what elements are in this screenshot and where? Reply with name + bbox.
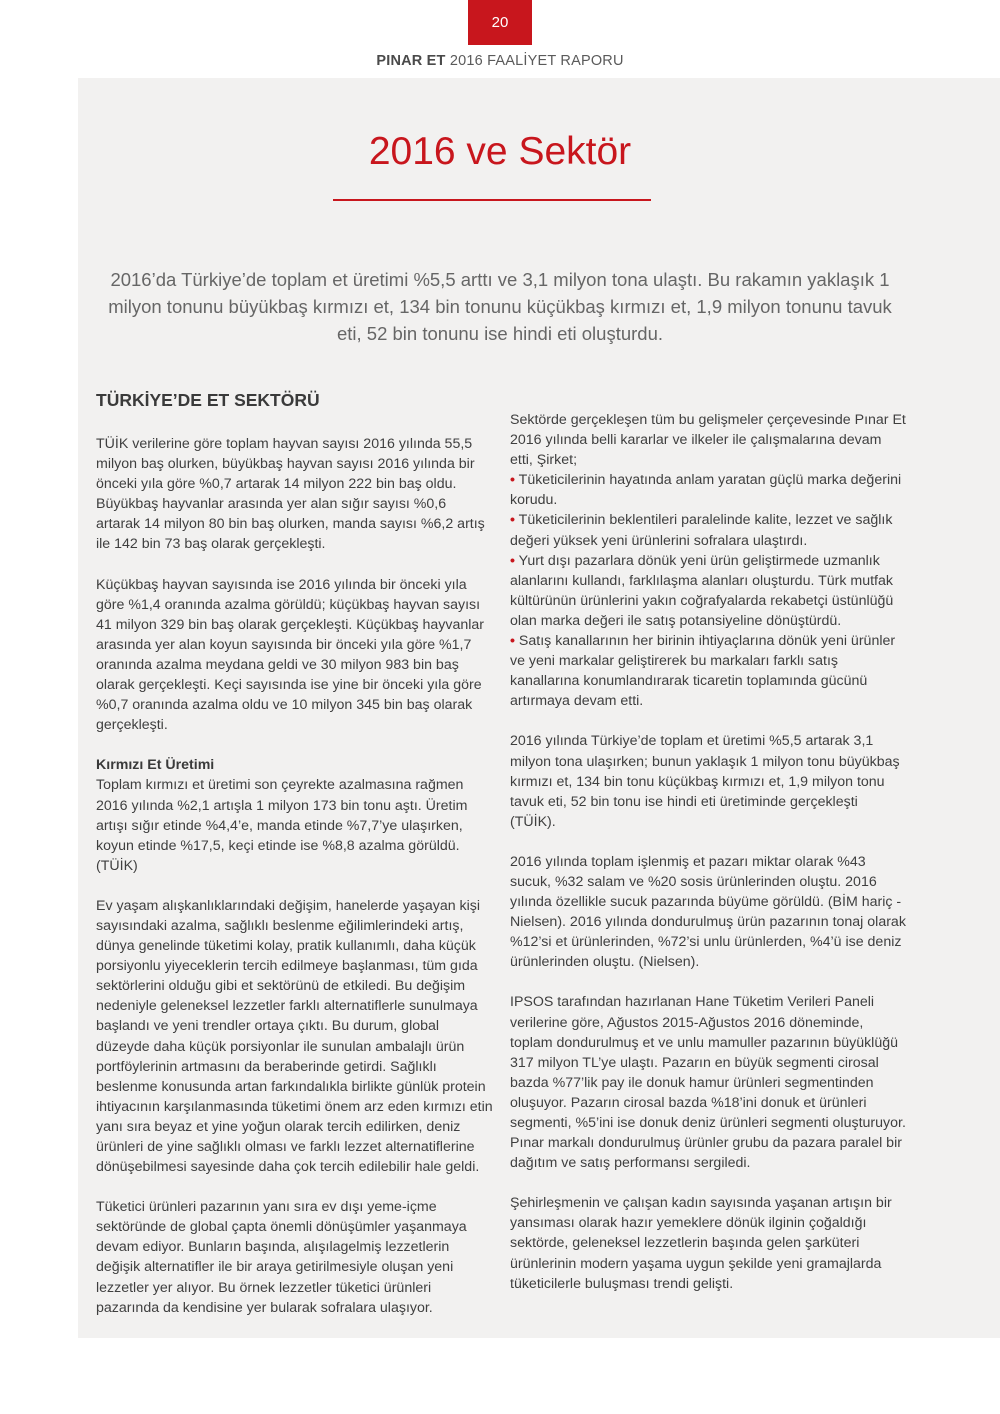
list-item-text: Tüketicilerinin hayatında anlam yaratan güçlü marka değerini korudu. (510, 472, 902, 509)
list-item-text: Satış kanallarının her birinin ihtiyaçlarına dönük yeni ürünler ve yeni markalar geliştirerek bu markaları farklı satış kanallarına konumlandırarak ticaretin toplamında gücünü artırmaya devam etti. (510, 633, 896, 710)
bullet-icon: • (510, 512, 515, 529)
list-item-text: Yurt dışı pazarlara dönük yeni ürün geliştirmede uzmanlık alanlarını kullandı, farklılaşma alanları oluşturdu. Türk mutfak kültürünün ürünlerini yakın coğrafyalarda rekabetçi üstünlüğü olan marka değeri ile satış potansiyeline dönüştürdü. (510, 552, 894, 629)
page-title: 2016 ve Sektör (368, 130, 632, 173)
list-item (510, 470, 906, 510)
list-item (510, 510, 906, 550)
right-intro: Sektörde gerçekleşen tüm bu gelişmeler çerçevesinde Pınar Et 2016 yılında belli kararlar ve ilkeler ile çalışmalarına devam etti, Şirket; (510, 412, 906, 469)
running-header (0, 53, 1000, 69)
lead-paragraph: 2016’da Türkiye’de toplam et üretimi %5,5 arttı ve 3,1 milyon tona ulaştı. Bu rakamın yaklaşık 1 milyon tonunu büyükbaş kırmızı et, 134 bin tonunu küçükbaş kırmızı et, 1,9 milyon tonunu tavuk eti, 52 bin tonunu ise hindi eti oluşturdu. (108, 269, 892, 344)
right-paragraph-2: 2016 yılında toplam işlenmiş et pazarı miktar olarak %43 sucuk, %32 salam ve %20 sosis ürünlerinden oluştu. 2016 yılında özellikle sucuk pazarında büyüme görüldü. (BİM hariç - Nielsen). 2016 yılında dondurulmuş ürün pazarının tonaj olarak %12’si et ürünlerinden, %72’si unlu ürünlerden, %4’ü ise deniz ürünlerinden oluştu. (Nielsen). (510, 853, 906, 971)
page-number: 20 (491, 14, 509, 31)
left-paragraph-1: TÜİK verilerine göre toplam hayvan sayısı 2016 yılında 55,5 milyon baş olurken, büyükbaş hayvan sayısı 2016 yılında bir önceki yıla göre %0,7 artarak 14 milyon 222 bin baş oldu. Büyükbaş hayvanlar arasında yer alan sığır sayısı %0,6 artarak 14 milyon 80 bin baş olurken, manda sayısı %6,2 artış ile 142 bin 73 baş olarak gerçekleşti. (96, 436, 485, 553)
header-brand: PINAR ET (376, 53, 446, 69)
page-number-tab (468, 0, 532, 45)
header-subtitle: 2016 FAALİYET RAPORU (449, 53, 624, 69)
left-column (96, 388, 494, 1338)
left-paragraph-3: Toplam kırmızı et üretimi son çeyrekte azalmasına rağmen 2016 yılında %2,1 artışla 1 milyon 173 bin tonu aştı. Üretim artışı sığır etinde %4,4’e, manda etinde %7,7’ye ulaşırken, koyun etinde %17,5, keçi etinde ise %8,8 azalma görüldü. (TÜİK) (96, 777, 468, 874)
bullet-icon: • (510, 633, 515, 650)
left-paragraph-2: Küçükbaş hayvan sayısında ise 2016 yılında bir önceki yıla göre %1,4 oranında azalma görüldü; küçükbaş hayvan sayısı 41 milyon 329 bin baş olarak gerçekleşti. Küçükbaş hayvanlar arasında yer alan koyun sayısında bir önceki yıla göre %1,7 oranında azalma meydana geldi ve 30 milyon 983 bin baş olarak gerçekleşti. Keçi sayısında ise yine bir önceki yıla göre %0,7 oranında azalma oldu ve 10 milyon 345 bin baş olarak gerçekleşti. (96, 576, 485, 734)
right-paragraph-4: Şehirleşmenin ve çalışan kadın sayısında yaşanan artışın bir yansıması olarak hazır yemeklere dönük ilginin çoğaldığı sektörde, geleneksel lezzetlerin başında gelen şarküteri ürünlerinin modern yaşama uygun şekilde yeni gramajlarda tüketicilerle buluşması trendi gelişti. (510, 1195, 892, 1292)
list-item-text: Tüketicilerinin beklentileri paralelinde kalite, lezzet ve sağlık değeri yüksek yeni ürünlerini sofralara ulaştırdı. (510, 512, 893, 549)
list-item (510, 631, 906, 711)
subheading-red-meat: Kırmızı Et Üretimi (96, 757, 215, 774)
bullet-icon: • (510, 472, 515, 489)
title-underline (333, 199, 651, 201)
section-heading: TÜRKİYE’DE ET SEKTÖRÜ (96, 390, 320, 410)
left-paragraph-4: Ev yaşam alışkanlıklarındaki değişim, hanelerde yaşayan kişi sayısındaki azalma, sağlıklı beslenme eğilimlerindeki artış, dünya genelinde tüketimi kolay, pratik kullanımlı, daha küçük porsiyonlu yiyeceklerin tercih edilmeye başlanması, tüm gıda sektörlerini olduğu gibi et sektörünü de etkiledi. Bu değişim nedeniyle geleneksel lezzetler farklı alternatiflerle sunulmaya başlandı ve yeni trendler ortaya çıktı. Bu durum, global düzeyde daha küçük porsiyonlar ile sunulan ambalajlı ürün portföylerinin artmasını da beraberinde getirdi. Sağlıklı beslenme konusunda artan farkındalıkla birlikte günlük protein ihtiyacının karşılanmasında tüketimi önem arz eden kırmızı etin yanı sıra beyaz et yine yoğun olarak tercih edilirken, deniz ürünleri de yine sağlıklı olması ve farklı lezzet alternatiflerine dönüşebilmesi sayesinde daha çok tercih edilebilir hale geldi. (96, 897, 493, 1176)
bullet-icon: • (510, 552, 515, 569)
left-paragraph-5: Tüketici ürünleri pazarının yanı sıra ev dışı yeme-içme sektöründe de global çapta önemli dönüşümler yaşanmaya devam ediyor. Bunların başında, alışılagelmiş lezzetlerin değişik alternatifler ile bir araya getirilmesiyle oluşan yeni lezzetler yer alıyor. Bu örnek lezzetler tüketici ürünleri pazarında da kendisine yer bularak sofralara ulaşıyor. (96, 1199, 467, 1316)
right-paragraph-1: 2016 yılında Türkiye’de toplam et üretimi %5,5 artarak 3,1 milyon tona ulaşırken; bunun yaklaşık 1 milyon tonu büyükbaş kırmızı et, 134 bin tonu küçükbaş kırmızı et, 1,9 milyon tonu tavuk eti, 52 bin tonu ise hindi eti üretiminde gerçekleşti (TÜİK). (510, 733, 900, 830)
right-column (510, 410, 906, 1314)
list-item (510, 551, 906, 631)
strategy-list (510, 470, 906, 711)
right-paragraph-3: IPSOS tarafından hazırlanan Hane Tüketim Verileri Paneli verilerine göre, Ağustos 2015-Ağustos 2016 döneminde, toplam dondurulmuş et ve unlu mamuller pazarının büyüklüğü 317 milyon TL’ye ulaştı. Pazarın en büyük segmenti cirosal bazda %77’lik pay ile donuk hamur ürünleri segmentinden oluşuyor. Pazarın cirosal bazda %18’ini donuk et ürünleri segmenti, %5’ini ise donuk deniz ürünleri segmenti oluşturuyor. Pınar markalı dondurulmuş ürünler grubu da pazara paralel bir dağıtım ve satış performansı sergiledi. (510, 994, 906, 1172)
